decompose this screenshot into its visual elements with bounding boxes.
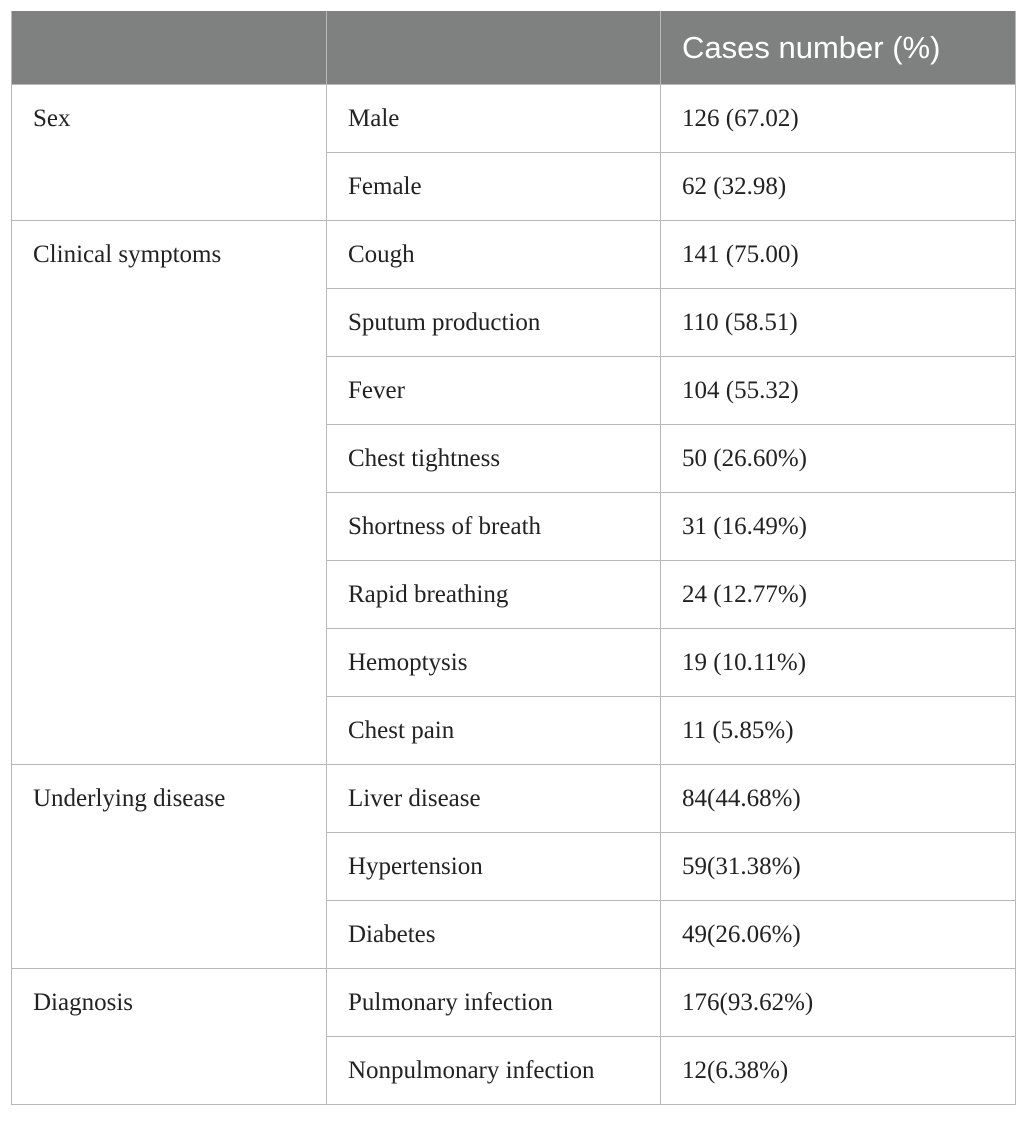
row-value: 31 (16.49%) — [661, 493, 1016, 561]
row-item: Rapid breathing — [327, 561, 661, 629]
row-value: 62 (32.98) — [661, 153, 1016, 221]
row-value: 176(93.62%) — [661, 969, 1016, 1037]
row-value: 59(31.38%) — [661, 833, 1016, 901]
row-value: 50 (26.60%) — [661, 425, 1016, 493]
header-category — [12, 11, 327, 85]
header-cases-number: Cases number (%) — [661, 11, 1016, 85]
group-label-sex: Sex — [12, 85, 327, 221]
table-body — [12, 85, 1016, 1105]
row-item: Chest pain — [327, 697, 661, 765]
row-value: 19 (10.11%) — [661, 629, 1016, 697]
table-row — [12, 969, 1016, 1037]
row-item: Chest tightness — [327, 425, 661, 493]
cases-table — [11, 11, 1016, 1105]
row-value: 84(44.68%) — [661, 765, 1016, 833]
row-item: Shortness of breath — [327, 493, 661, 561]
row-item: Pulmonary infection — [327, 969, 661, 1037]
row-value: 24 (12.77%) — [661, 561, 1016, 629]
group-label-diagnosis: Diagnosis — [12, 969, 327, 1105]
row-value: 49(26.06%) — [661, 901, 1016, 969]
table-row — [12, 221, 1016, 289]
row-value: 126 (67.02) — [661, 85, 1016, 153]
row-item: Sputum production — [327, 289, 661, 357]
row-item: Liver disease — [327, 765, 661, 833]
row-item: Diabetes — [327, 901, 661, 969]
row-value: 12(6.38%) — [661, 1037, 1016, 1105]
row-item: Fever — [327, 357, 661, 425]
header-row — [12, 11, 1016, 85]
row-item: Nonpulmonary infection — [327, 1037, 661, 1105]
row-item: Cough — [327, 221, 661, 289]
row-value: 11 (5.85%) — [661, 697, 1016, 765]
row-item: Male — [327, 85, 661, 153]
group-label-underlying-disease: Underlying disease — [12, 765, 327, 969]
group-label-clinical-symptoms: Clinical symptoms — [12, 221, 327, 765]
row-item: Female — [327, 153, 661, 221]
row-item: Hypertension — [327, 833, 661, 901]
row-value: 141 (75.00) — [661, 221, 1016, 289]
table-row — [12, 765, 1016, 833]
table-row — [12, 85, 1016, 153]
header-item — [327, 11, 661, 85]
row-value: 110 (58.51) — [661, 289, 1016, 357]
row-value: 104 (55.32) — [661, 357, 1016, 425]
row-item: Hemoptysis — [327, 629, 661, 697]
table-header — [12, 11, 1016, 85]
